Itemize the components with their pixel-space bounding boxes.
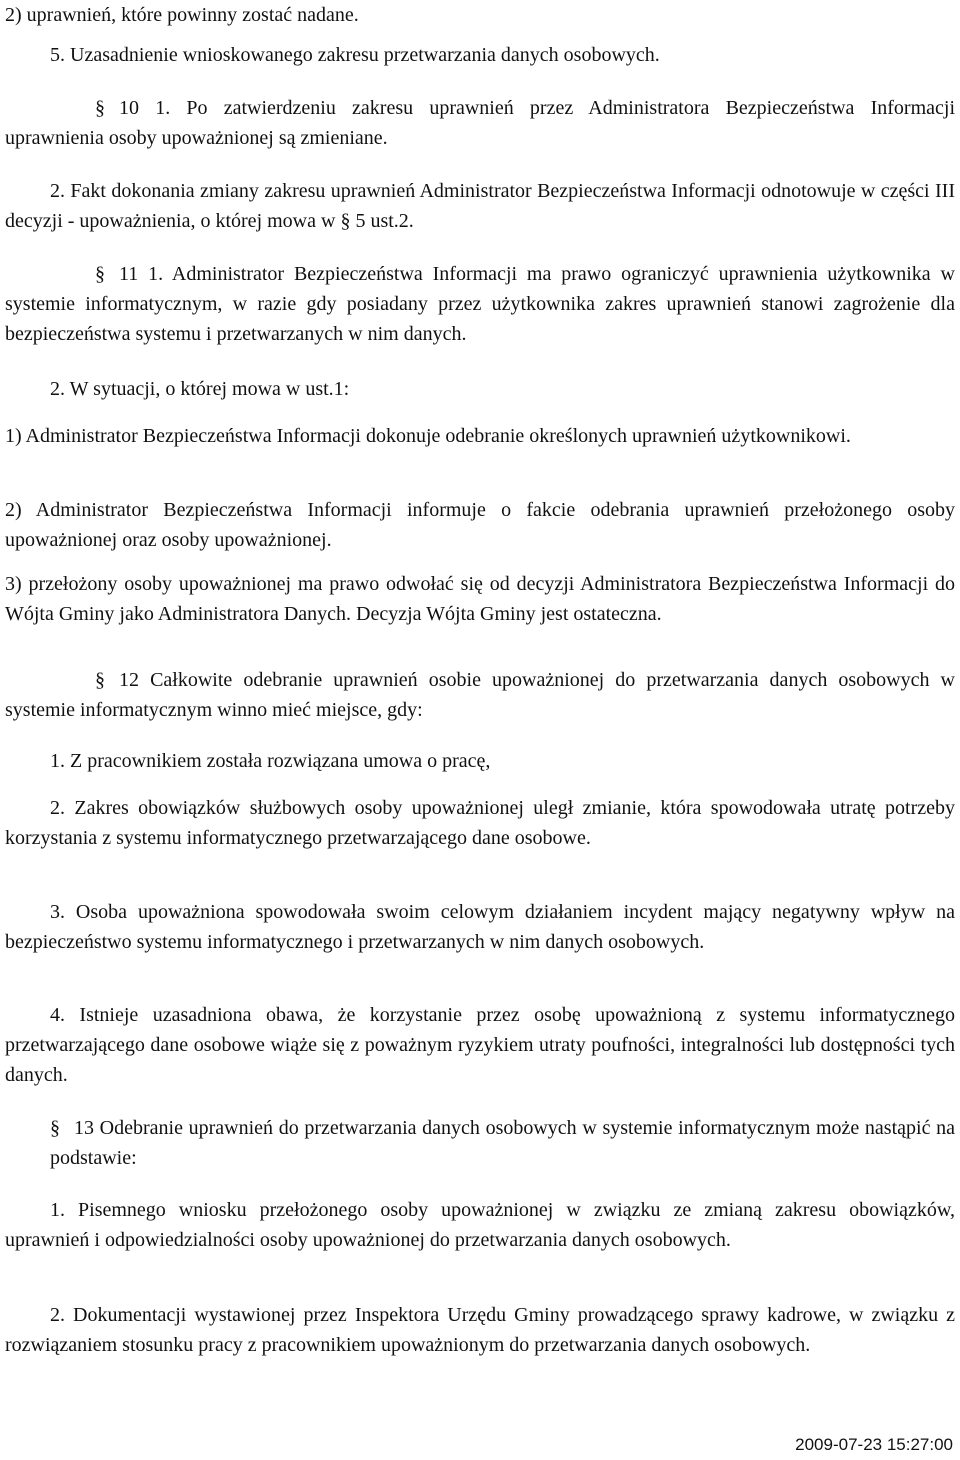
paragraph-text: 3) przełożony osoby upoważnionej ma prawo odwołać się od decyzji Administratora Bezpieczeństwa Informacji do Wójta Gminy jako Administratora Danych. Decyzja Wójta Gminy jest ostateczna. — [5, 573, 955, 625]
paragraph-text: 12 Całkowite odebranie uprawnień osobie upoważnionej do przetwarzania danych osobowych w systemie informatycznym winno mieć miejsce, gdy: — [5, 669, 955, 721]
section-sign: § — [50, 1117, 60, 1139]
paragraph-p17 — [5, 1300, 955, 1360]
paragraph-p06 — [5, 374, 955, 404]
paragraph-p12 — [5, 793, 955, 853]
paragraph-text: 3. Osoba upoważniona spowodowała swoim celowym działaniem incydent mający negatywny wpływ na bezpieczeństwo systemu informatycznego i przetwarzanych w nim danych osobowych. — [5, 901, 955, 953]
paragraph-text: 2) Administrator Bezpieczeństwa Informacji informuje o fakcie odebrania uprawnień przełożonego osoby upoważnionej oraz osoby upoważnionej. — [5, 499, 955, 551]
paragraph-p10 — [5, 665, 955, 725]
paragraph-text: 2) uprawnień, które powinny zostać nadane. — [5, 4, 359, 26]
paragraph-text: 2. W sytuacji, o której mowa w ust.1: — [50, 378, 350, 400]
paragraph-text: 4. Istnieje uzasadniona obawa, że korzystanie przez osobę upoważnioną z systemu informatycznego przetwarzającego dane osobowe wiąże się z poważnym ryzykiem utraty poufności, integralności lub dostępności tych danych. — [5, 1004, 955, 1086]
paragraph-p03 — [5, 93, 955, 153]
footer-timestamp: 2009-07-23 15:27:00 — [795, 1435, 953, 1454]
paragraph-p09 — [5, 569, 955, 629]
paragraph-p14 — [5, 1000, 955, 1090]
paragraph-text: 2. Dokumentacji wystawionej przez Inspektora Urzędu Gminy prowadzącego sprawy kadrowe, w związku z rozwiązaniem stosunku pracy z pracownikiem upoważnionym do przetwarzania danych osobowych. — [5, 1304, 955, 1356]
paragraph-text: 10 1. Po zatwierdzeniu zakresu uprawnień przez Administratora Bezpieczeństwa Informacji uprawnienia osoby upoważnionej są zmieniane. — [5, 97, 955, 149]
paragraph-p04 — [5, 176, 955, 236]
paragraph-p01 — [5, 0, 955, 30]
paragraph-text: 5. Uzasadnienie wnioskowanego zakresu przetwarzania danych osobowych. — [50, 44, 660, 66]
paragraph-text: 1. Pisemnego wniosku przełożonego osoby upoważnionej w związku ze zmianą zakresu obowiązków, uprawnień i odpowiedzialności osoby upoważnionej do przetwarzania danych osobowych. — [5, 1199, 955, 1251]
paragraph-p16 — [5, 1195, 955, 1255]
paragraph-p08 — [5, 495, 955, 555]
section-sign: § — [95, 97, 105, 119]
section-sign: § — [95, 669, 105, 691]
paragraph-p11 — [5, 746, 955, 776]
paragraph-p15 — [50, 1113, 955, 1173]
paragraph-text: 2. Fakt dokonania zmiany zakresu uprawnień Administrator Bezpieczeństwa Informacji odnotowuje w części III decyzji - upoważnienia, o której mowa w § 5 ust.2. — [5, 180, 955, 232]
paragraph-p07 — [5, 421, 955, 451]
paragraph-p13 — [5, 897, 955, 957]
paragraph-p05 — [5, 259, 955, 349]
paragraph-p02 — [5, 40, 955, 70]
paragraph-text: 2. Zakres obowiązków służbowych osoby upoważnionej uległ zmianie, która spowodowała utratę potrzeby korzystania z systemu informatycznego przetwarzającego dane osobowe. — [5, 797, 955, 849]
paragraph-text: 1. Z pracownikiem została rozwiązana umowa o pracę, — [50, 750, 491, 772]
section-sign: § — [95, 263, 105, 285]
paragraph-text: 13 Odebranie uprawnień do przetwarzania danych osobowych w systemie informatycznym może nastąpić na podstawie: — [50, 1117, 955, 1169]
paragraph-text: 1) Administrator Bezpieczeństwa Informacji dokonuje odebranie określonych uprawnień użytkownikowi. — [5, 425, 851, 447]
paragraph-text: 11 1. Administrator Bezpieczeństwa Informacji ma prawo ograniczyć uprawnienia użytkownika w systemie informatycznym, w razie gdy posiadany przez użytkownika zakres uprawnień stanowi zagrożenie dla bezpieczeństwa systemu i przetwarzanych w nim danych. — [5, 263, 955, 345]
